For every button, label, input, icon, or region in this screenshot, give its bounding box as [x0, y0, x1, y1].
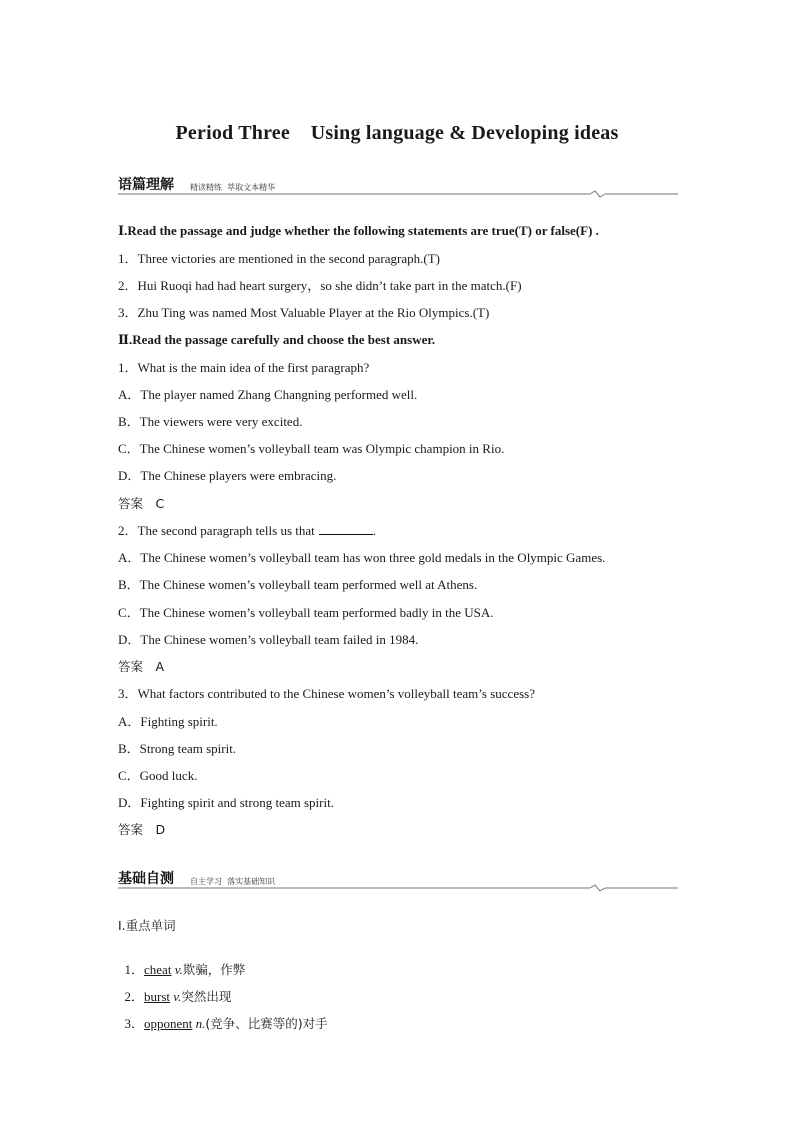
vocab-meaning: (竞争、比赛等的)对手: [205, 1016, 328, 1031]
question-3-option-c: C．Good luck.: [118, 768, 198, 783]
statement-2: 2．Hui Ruoqi had had heart surgery，so she didn’t take part in the match.(F): [118, 278, 522, 293]
question-3-option-d: D．Fighting spirit and strong team spirit.: [118, 795, 334, 810]
page-title: Period Three Using language & Developing ideas: [175, 122, 619, 144]
section-banner-reading: [118, 172, 678, 198]
statement-3: 3．Zhu Ting was named Most Valuable Player at the Rio Olympics.(T): [118, 305, 490, 320]
question-3-stem: 3．What factors contributed to the Chinese women’s volleyball team’s success?: [118, 686, 535, 701]
banner-rule: [118, 884, 678, 892]
question-2-option-c: C．The Chinese women’s volleyball team performed badly in the USA.: [118, 605, 494, 620]
question-2-option-b: B．The Chinese women’s volleyball team performed well at Athens.: [118, 577, 478, 592]
section-subheading: 精读精练 萃取文本精华: [190, 183, 276, 192]
banner-rule: [118, 190, 678, 198]
vocab-pos: v.: [174, 962, 183, 977]
question-3-option-b: B．Strong team spirit.: [118, 741, 237, 756]
section-subheading: 自主学习 落实基础知识: [190, 877, 276, 886]
section-heading: 基础自测: [118, 871, 174, 887]
question-2-option-a: A．The Chinese women’s volleyball team has won three gold medals in the Olympic Games.: [118, 550, 606, 565]
vocab-word: burst: [144, 989, 171, 1004]
question-1-answer: 答案 C: [118, 496, 165, 511]
vocab-instruction: Ⅰ.重点单词: [118, 918, 176, 933]
question-1-stem: 1．What is the main idea of the first paragraph?: [118, 360, 370, 375]
vocab-word: cheat: [144, 962, 172, 977]
vocab-number: 1．: [124, 962, 145, 977]
question-3-option-a: A．Fighting spirit.: [118, 714, 218, 729]
vocab-word: opponent: [144, 1016, 193, 1031]
question-1-option-c: C．The Chinese women’s volleyball team was Olympic champion in Rio.: [118, 441, 505, 456]
vocab-meaning: 突然出现: [181, 989, 232, 1004]
vocab-number: 2．: [124, 989, 145, 1004]
part2-instruction: Ⅱ.Read the passage carefully and choose the best answer.: [118, 332, 436, 347]
question-2-answer: 答案 A: [118, 659, 165, 674]
vocab-meaning: 欺骗，作弊: [182, 962, 246, 977]
section-heading: 语篇理解: [118, 177, 174, 193]
vocab-pos: v.: [173, 989, 182, 1004]
question-2-stem-text: 2．The second paragraph tells us that: [118, 523, 315, 538]
question-1-option-a: A．The player named Zhang Changning performed well.: [118, 387, 418, 402]
statement-1: 1．Three victories are mentioned in the second paragraph.(T): [118, 251, 440, 266]
vocab-pos: n.: [195, 1016, 206, 1031]
section-banner-basics: [118, 866, 678, 892]
answer-blank: [319, 523, 373, 535]
vocab-item: [118, 1000, 328, 1032]
question-2-stem-end: .: [372, 523, 376, 538]
vocab-number: 3．: [124, 1016, 145, 1031]
question-2-option-d: D．The Chinese women’s volleyball team failed in 1984.: [118, 632, 419, 647]
question-1-option-d: D．The Chinese players were embracing.: [118, 468, 337, 483]
question-2-stem: [118, 523, 376, 539]
question-1-option-b: B．The viewers were very excited.: [118, 414, 303, 429]
question-3-answer: 答案 D: [118, 822, 166, 837]
part1-instruction: Ⅰ.Read the passage and judge whether the following statements are true(T) or false(F) .: [118, 223, 599, 238]
